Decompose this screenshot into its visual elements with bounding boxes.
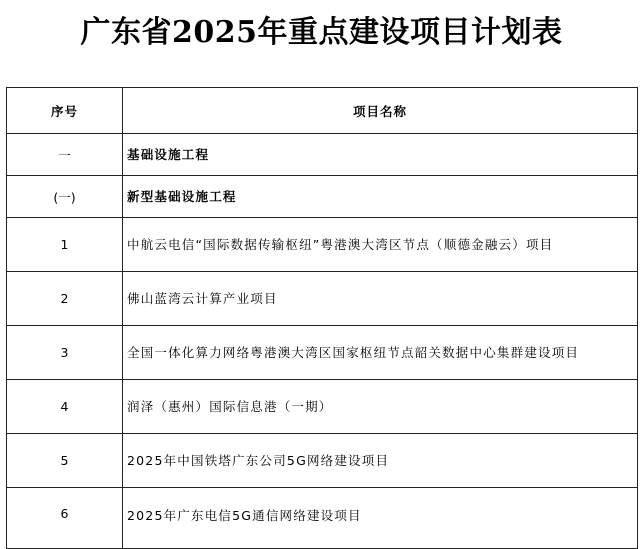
project-name-cell — [123, 488, 638, 549]
project-name: 全国一体化算力网络粤港澳大湾区国家枢纽节点韶关数据中心集群建设项目 — [123, 326, 638, 380]
project-name: 基础设施工程 — [123, 134, 638, 176]
table-row — [7, 326, 638, 380]
table-row — [7, 380, 638, 434]
table-header-row — [7, 88, 638, 134]
row-number-cell — [7, 488, 123, 549]
row-number: 一 — [7, 134, 123, 176]
table-row — [7, 434, 638, 488]
table-row-subsection — [7, 176, 638, 218]
table-row — [7, 272, 638, 326]
row-number: 5 — [7, 434, 123, 488]
project-name: 润泽（惠州）国际信息港（一期） — [123, 380, 638, 434]
column-header-name: 项目名称 — [123, 88, 638, 134]
table-row-section — [7, 134, 638, 176]
page-title: 广东省2025年重点建设项目计划表 — [80, 15, 563, 50]
project-name: 2025年广东电信5G通信网络建设项目 — [127, 508, 362, 523]
project-name: 佛山蓝湾云计算产业项目 — [123, 272, 638, 326]
column-header-no: 序号 — [7, 88, 123, 134]
row-number: 3 — [7, 326, 123, 380]
row-number: 4 — [7, 380, 123, 434]
row-number: 2 — [7, 272, 123, 326]
row-number: (一) — [7, 176, 123, 218]
table-row — [7, 488, 638, 549]
row-number: 1 — [7, 218, 123, 272]
table-row — [7, 218, 638, 272]
row-number: 6 — [60, 506, 69, 521]
project-name: 中航云电信“国际数据传输枢纽”粤港澳大湾区节点（顺德金融云）项目 — [123, 218, 638, 272]
project-name: 新型基础设施工程 — [123, 176, 638, 218]
project-name: 2025年中国铁塔广东公司5G网络建设项目 — [123, 434, 638, 488]
project-plan-table — [6, 87, 638, 549]
